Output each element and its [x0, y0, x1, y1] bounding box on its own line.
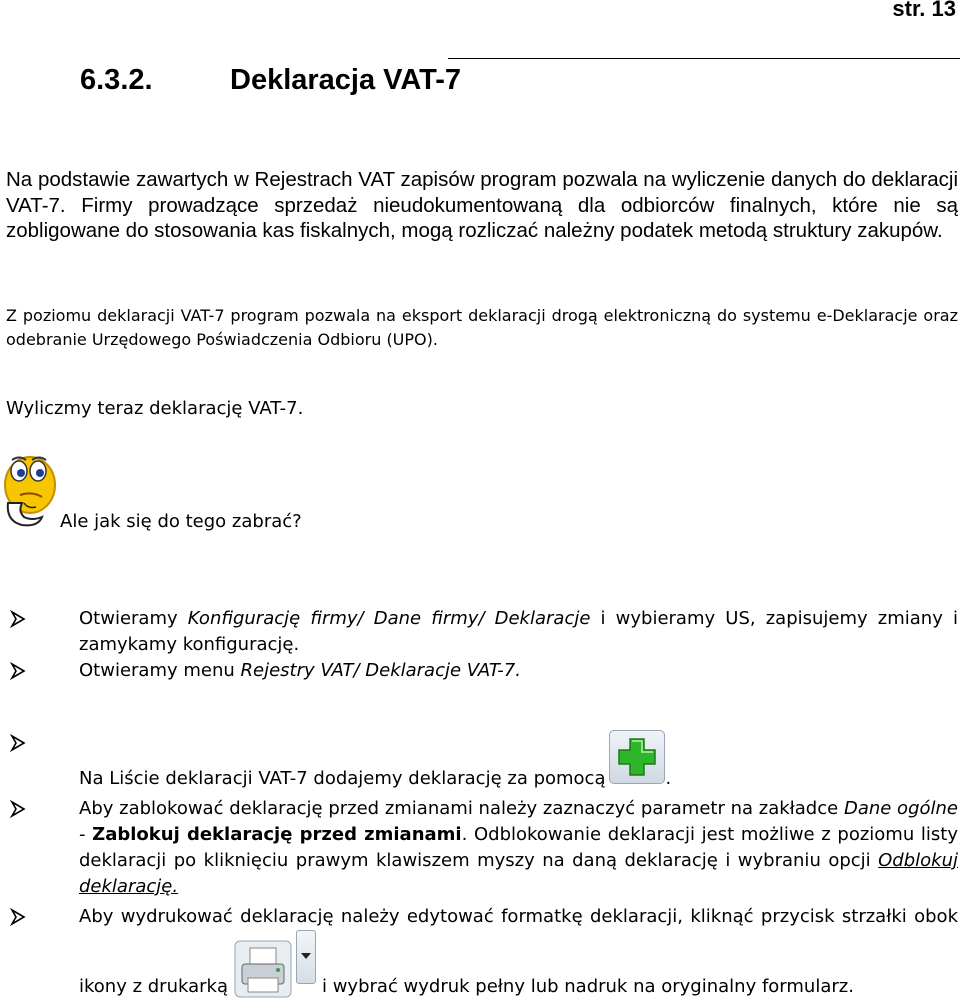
arrowhead-bullet-icon [10, 908, 26, 926]
header-rule [448, 58, 960, 59]
b4-unlock-option: Odblokuj deklarację. [79, 850, 958, 897]
b4-dash: - [79, 824, 93, 845]
question-text: Ale jak się do tego zabrać? [60, 511, 302, 532]
b2-pre: Otwieramy menu [79, 660, 241, 681]
thinking-smiley-icon [2, 451, 58, 529]
b1-pre: Otwieramy [79, 608, 188, 629]
b5-post: i wybrać wydruk pełny lub nadruk na oryginalny formularz. [321, 976, 854, 997]
steps-list [0, 606, 958, 1000]
plus-icon [610, 731, 664, 783]
list-item [0, 658, 958, 684]
printer-icon [234, 940, 292, 998]
b4-tab: Dane ogólne [843, 798, 958, 819]
section-title: Deklaracja VAT-7 [230, 64, 462, 96]
b3-post: . [665, 768, 672, 789]
list-item [0, 730, 958, 792]
b4-param: Zablokuj deklarację przed zmianami [92, 824, 462, 845]
arrowhead-bullet-icon [10, 610, 26, 628]
section-heading [80, 64, 461, 97]
b4-pre: Aby zablokować deklarację przed zmianami należy zaznaczyć parametr na zakładce [79, 798, 844, 819]
arrowhead-bullet-icon [10, 662, 26, 680]
list-item [0, 904, 958, 1000]
section-number: 6.3.2. [80, 64, 153, 96]
dropdown-arrow-icon [297, 931, 315, 983]
b4-mid: . Odblokowanie deklaracji jest możliwe z poziomu listy deklaracji po kliknięciu prawym klawiszem myszy na daną deklarację i wybraniu opcji [79, 824, 959, 871]
page-number: str. 13 [892, 0, 956, 21]
b3-pre: Na Liście deklaracji VAT-7 dodajemy deklarację za pomocą [79, 768, 606, 789]
calc-paragraph: Wyliczmy teraz deklarację VAT-7. [6, 398, 304, 419]
print-dropdown-button[interactable] [296, 930, 316, 984]
export-paragraph: Z poziomu deklaracji VAT-7 program pozwala na eksport deklaracji drogą elektroniczną do systemu e-Deklaracje oraz odebranie Urzędowego Poświadczenia Odbioru (UPO). [6, 306, 958, 349]
b1-path: Konfigurację firmy/ Dane firmy/ Deklaracje [187, 608, 591, 629]
print-button[interactable] [234, 940, 292, 998]
b1-post: i wybieramy US, zapisujemy zmiany i zamykamy konfigurację. [79, 608, 958, 655]
arrowhead-bullet-icon [10, 800, 26, 818]
add-button[interactable] [609, 730, 665, 784]
list-item [0, 796, 958, 900]
b5-pre: Aby wydrukować deklarację należy edytować formatkę deklaracji, kliknąć przycisk strzałki obok ikony z drukarką [79, 906, 958, 997]
intro-paragraph: Na podstawie zawartych w Rejestrach VAT zapisów program pozwala na wyliczenie danych do deklaracji VAT-7. Firmy prowadzące sprzedaż nieudokumentowaną dla odbiorców finalnych, które nie są zobligowane do stosowania kas fiskalnych, mogą rozliczać należny podatek metodą struktury zakupów. [6, 168, 958, 242]
b2-path: Rejestry VAT/ Deklaracje VAT-7. [240, 660, 521, 681]
list-item [0, 606, 958, 658]
arrowhead-bullet-icon [10, 734, 26, 752]
